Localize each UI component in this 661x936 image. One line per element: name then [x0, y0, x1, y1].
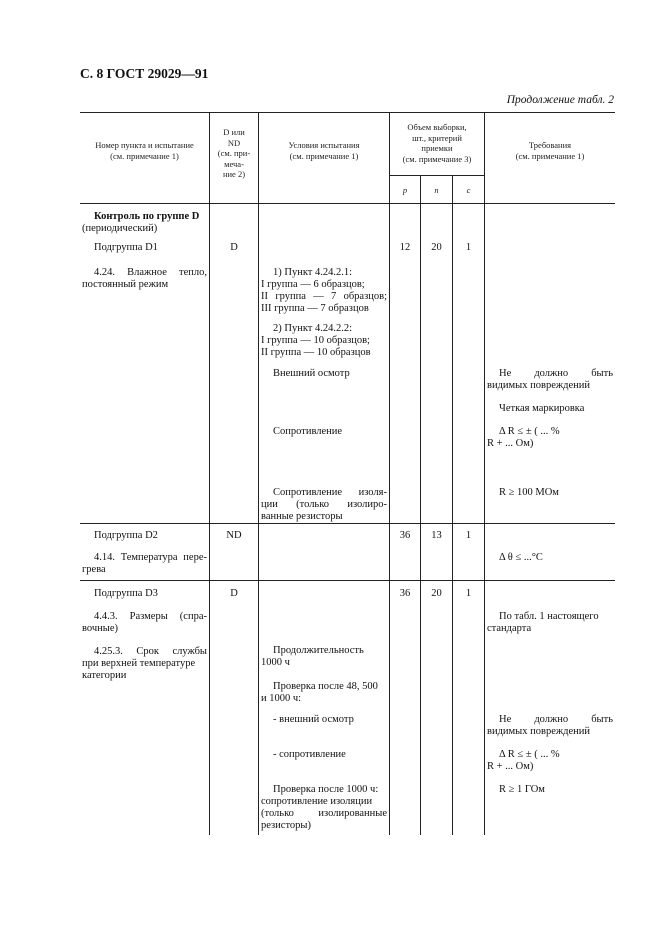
- d3-item-life: 4.25.3. Срок службы при верхней температуре категории: [82, 646, 207, 681]
- d3-resistance: - сопротивление: [273, 749, 346, 760]
- header-requirements: Требования (см. примечание 1): [515, 140, 585, 161]
- d3-insulation-check: Проверка после 1000 ч: сопротивление изоляции (только изолированные резисторы): [261, 784, 387, 831]
- d3-check-intervals: Проверка после 48, 500 и 1000 ч:: [261, 681, 378, 704]
- d1-visual-inspection: Внешний осмотр: [273, 368, 350, 379]
- header-dnd: D или ND (см. при- меча- ние 2): [217, 127, 251, 179]
- d1-conditions-2: 2) Пункт 4.24.2.2: I группа — 10 образцов; II группа — 10 образцов: [261, 323, 371, 358]
- d3-c: 1: [465, 588, 472, 599]
- d3-visual-inspection: - внешний осмотр: [273, 714, 354, 725]
- row-divider-d3: [80, 580, 615, 581]
- d1-req-visual: Не должно быть видимых повреждений: [487, 368, 613, 391]
- table-top-border: [80, 112, 615, 113]
- row-divider-d2: [80, 523, 615, 524]
- header-bottom-border: [80, 203, 615, 204]
- d2-req: Δ θ ≤ ...°C: [499, 552, 543, 563]
- column-divider-p: [420, 175, 421, 835]
- d1-conditions-1: 1) Пункт 4.24.2.1: I группа — 6 образцов; II группа — 7 образцов; III группа — 7 образцов: [261, 267, 387, 314]
- d3-req-visual: Не должно быть видимых повреждений: [487, 714, 613, 737]
- d3-dnd: D: [230, 588, 238, 599]
- d1-dnd: D: [230, 242, 238, 253]
- d1-label: Подгруппа D1: [94, 242, 158, 253]
- d2-dnd: ND: [226, 530, 242, 541]
- d3-p: 36: [399, 588, 411, 599]
- d1-n: 20: [431, 242, 442, 253]
- sample-subheader-border: [389, 175, 484, 176]
- d3-item-dimensions: 4.4.3. Размеры (спра- вочные): [82, 611, 207, 634]
- header-n: n: [434, 185, 439, 195]
- group-d-heading: Контроль по группе D (периодический): [82, 211, 200, 234]
- d2-item: 4.14. Температура пере- грева: [82, 552, 207, 575]
- d2-n: 13: [431, 530, 442, 541]
- header-sample-size: Объем выборки, шт., критерий приемки (см. примечание 3): [402, 122, 472, 164]
- column-divider-2: [258, 112, 259, 835]
- d1-item: 4.24. Влажное тепло, постоянный режим: [82, 267, 207, 290]
- table-continuation-label: Продолжение табл. 2: [506, 94, 614, 106]
- d2-p: 36: [399, 530, 411, 541]
- d1-p: 12: [399, 242, 411, 253]
- d1-req-marking: Четкая маркировка: [499, 403, 585, 414]
- column-divider-1: [209, 112, 210, 835]
- d2-label: Подгруппа D2: [94, 530, 158, 541]
- d1-req-resistance: Δ R ≤ ± ( ... % R + ... Ом): [487, 426, 560, 449]
- header-conditions: Условия испытания (см. примечание 1): [288, 140, 360, 161]
- d1-insulation: Сопротивление изоля- ции (только изолиро- ванные резисторы: [261, 487, 387, 522]
- header-item: Номер пункта и испытание (см. примечание 1): [95, 140, 194, 161]
- d3-req-dimensions: По табл. 1 настоящего стандарта: [487, 611, 599, 634]
- column-divider-3: [389, 112, 390, 835]
- d2-c: 1: [465, 530, 472, 541]
- d3-duration: Продолжительность 1000 ч: [261, 645, 364, 668]
- d1-req-insulation: R ≥ 100 МОм: [499, 487, 559, 498]
- d3-n: 20: [431, 588, 442, 599]
- column-divider-4: [484, 112, 485, 835]
- d3-label: Подгруппа D3: [94, 588, 158, 599]
- d1-c: 1: [465, 242, 472, 253]
- d3-req-resistance: Δ R ≤ ± ( ... % R + ... Ом): [487, 749, 560, 772]
- page-header: С. 8 ГОСТ 29029—91: [80, 66, 209, 81]
- d1-resistance: Сопротивление: [273, 426, 343, 437]
- column-divider-n: [452, 175, 453, 835]
- header-c: c: [466, 185, 471, 195]
- d3-req-insulation: R ≥ 1 ГОм: [499, 784, 545, 795]
- header-p: p: [402, 185, 408, 195]
